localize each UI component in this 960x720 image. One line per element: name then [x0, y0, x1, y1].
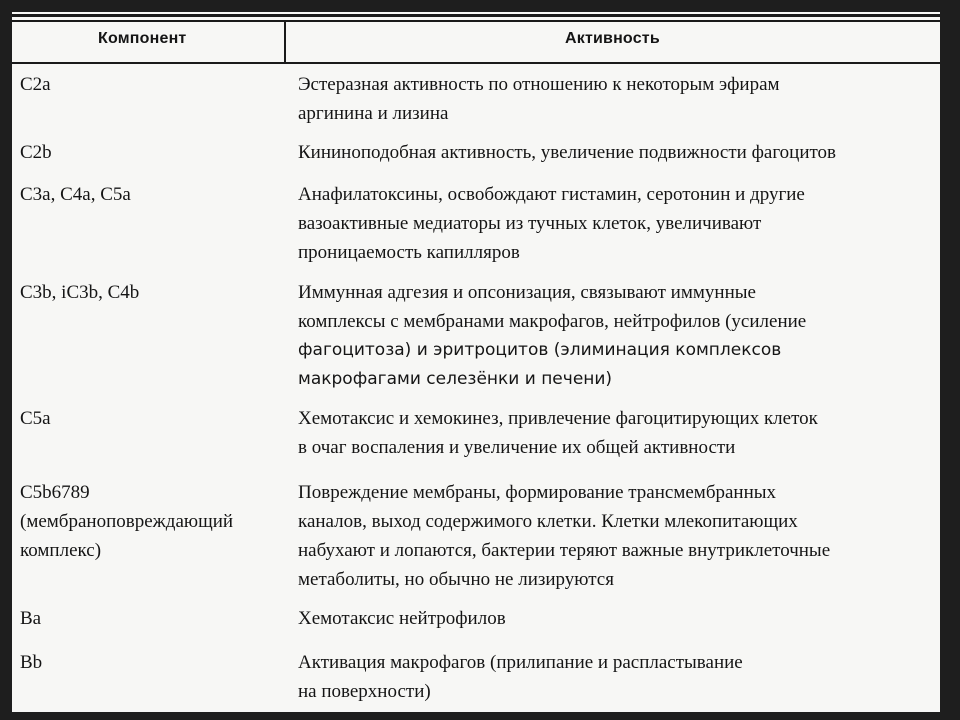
activity-line: каналов, выход содержимого клетки. Клетки млекопитающих: [298, 511, 798, 532]
component-line: C2b: [20, 142, 52, 163]
activity-cell: [298, 70, 780, 128]
activity-line: Анафилатоксины, освобождают гистамин, серотонин и другие: [298, 184, 805, 205]
activity-cell: [298, 138, 836, 167]
activity-line: вазоактивные медиаторы из тучных клеток, увеличивают: [298, 213, 762, 234]
header-bottom-rule: [12, 62, 940, 64]
activity-line: метаболиты, но обычно не лизируются: [298, 569, 614, 590]
activity-line: проницаемость капилляров: [298, 242, 520, 263]
header-component: Компонент: [98, 30, 187, 47]
component-cell: [20, 138, 52, 167]
activity-line: Повреждение мембраны, формирование трансмембранных: [298, 482, 777, 503]
activity-cell: [298, 404, 818, 462]
activity-line: Хемотаксис и хемокинез, привлечение фагоцитирующих клеток: [298, 408, 818, 429]
component-cell: [20, 604, 41, 633]
activity-cell: [298, 180, 805, 267]
component-cell: [20, 478, 233, 565]
activity-line: Кининоподобная активность, увеличение подвижности фагоцитов: [298, 142, 837, 163]
activity-cell: [298, 604, 506, 633]
activity-line: фагоцитоза) и эритроцитов (элиминация комплексов: [298, 340, 782, 360]
component-cell: [20, 180, 131, 209]
component-line: C5a: [20, 408, 51, 429]
component-line: C5b6789: [20, 482, 90, 503]
activity-cell: [298, 648, 743, 706]
component-cell: [20, 278, 139, 307]
component-line: C2a: [20, 74, 51, 95]
activity-cell: [298, 278, 806, 394]
header-top-rule: [12, 20, 940, 22]
activity-line: в очаг воспаления и увеличение их общей активности: [298, 437, 736, 458]
activity-line: Иммунная адгезия и опсонизация, связывают иммунные: [298, 282, 756, 303]
component-line: C3a, C4a, C5a: [20, 184, 131, 205]
component-line: Bb: [20, 652, 43, 673]
activity-line: комплексы с мембранами макрофагов, нейтрофилов (усиление: [298, 311, 807, 332]
component-cell: [20, 70, 51, 99]
header-activity: Активность: [565, 30, 660, 47]
activity-line: на поверхности): [298, 681, 431, 702]
column-divider: [284, 20, 286, 64]
component-cell: [20, 404, 51, 433]
top-rule: [12, 14, 940, 17]
activity-line: набухают и лопаются, бактерии теряют важные внутриклеточные: [298, 540, 831, 561]
activity-line: Эстеразная активность по отношению к некоторым эфирам: [298, 74, 780, 95]
component-line: C3b, iC3b, C4b: [20, 282, 140, 303]
component-line: Ba: [20, 608, 42, 629]
activity-line: аргинина и лизина: [298, 103, 449, 124]
activity-cell: [298, 478, 830, 594]
component-cell: [20, 648, 42, 677]
table-scan: [12, 12, 940, 712]
component-line: (мембраноповреждающий: [20, 511, 234, 532]
component-line: комплекс): [20, 540, 102, 561]
activity-line: Активация макрофагов (прилипание и распластывание: [298, 652, 743, 673]
activity-line: макрофагами селезёнки и печени): [298, 369, 613, 389]
activity-line: Хемотаксис нейтрофилов: [298, 608, 506, 629]
